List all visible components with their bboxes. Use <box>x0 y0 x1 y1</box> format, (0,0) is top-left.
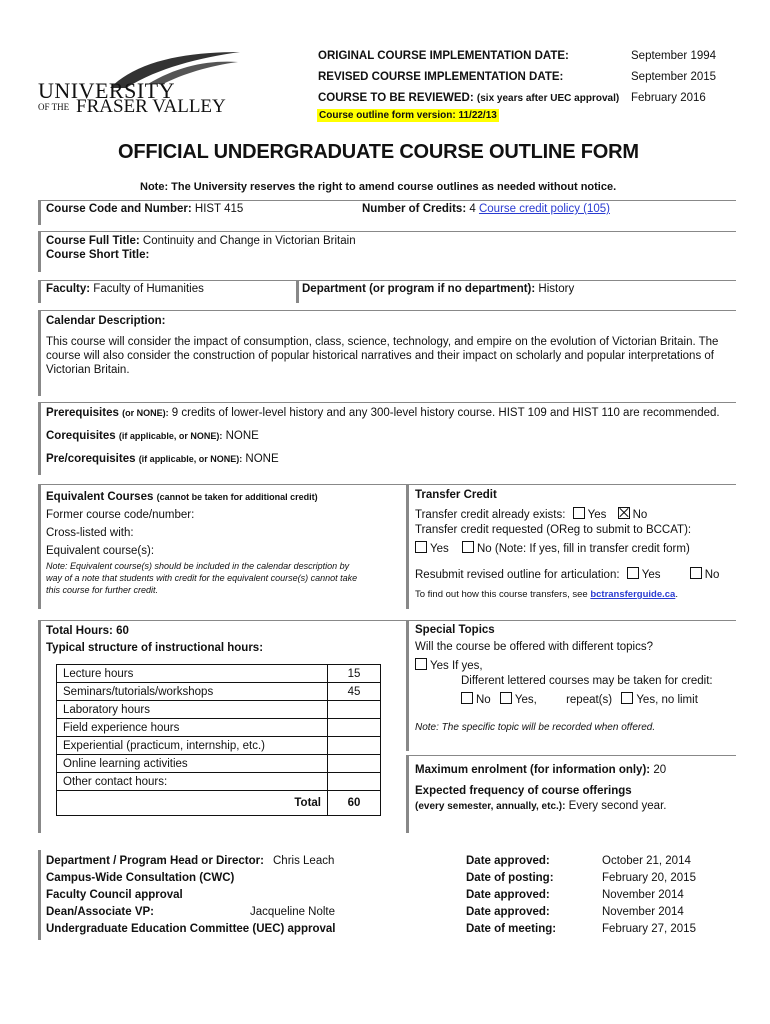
date-value: February 27, 2015 <box>602 923 696 935</box>
logo-university: UNIVERSITY <box>38 78 175 103</box>
credits-label: Number of Credits: <box>362 203 467 215</box>
precoreq-label: Pre/corequisites <box>46 453 136 465</box>
transfer-requested: Transfer credit requested (OReg to submit to BCCAT): <box>415 524 692 536</box>
coreq-note: (if applicable, or NONE): <box>118 431 223 441</box>
prereq-note: (or NONE): <box>122 408 169 418</box>
hours-row-name: Laboratory hours <box>57 701 328 719</box>
hours-row-name: Field experience hours <box>57 719 328 737</box>
max-enrolment <box>415 764 666 776</box>
table-row <box>57 683 381 701</box>
coreq-value: NONE <box>225 430 259 442</box>
equivalent-note: (cannot be taken for additional credit) <box>156 492 318 502</box>
precorequisites <box>46 453 279 465</box>
special-yes <box>415 658 483 672</box>
total-hours-value: 60 <box>116 625 129 637</box>
approval-label: Department / Program Head or Director: <box>46 855 264 867</box>
resubmit-yes: Yes <box>641 569 661 581</box>
date-value: November 2014 <box>602 889 684 901</box>
table-row <box>57 755 381 773</box>
hours-table <box>56 664 381 816</box>
transfer-requested-no: No (Note: If yes, fill in transfer credit form) <box>476 543 690 555</box>
hours-row-value[interactable]: 15 <box>328 665 381 683</box>
transfer-guide: To find out how this course transfers, see bctransferguide.ca. <box>415 589 678 600</box>
special-yes-checkbox[interactable] <box>415 658 427 670</box>
date-value: February 20, 2015 <box>602 872 696 884</box>
resubmit-yes-checkbox[interactable] <box>627 567 639 579</box>
short-title-label: Course Short Title: <box>46 249 150 261</box>
approval-label: Campus-Wide Consultation (CWC) <box>46 872 235 884</box>
header-original-value: September 1994 <box>631 50 717 62</box>
department <box>302 283 574 295</box>
resubmit <box>415 567 719 581</box>
special-note: Note: The specific topic will be recorded when offered. <box>415 722 656 733</box>
table-row <box>57 737 381 755</box>
hours-row-value[interactable] <box>328 755 381 773</box>
structure-label: Typical structure of instructional hours: <box>46 642 264 654</box>
hours-row-value[interactable] <box>328 701 381 719</box>
approval-name: Chris Leach <box>273 855 335 867</box>
frequency <box>415 800 666 812</box>
equivalent-note-3: this course for further credit. <box>46 585 159 595</box>
hours-row-value[interactable] <box>328 737 381 755</box>
hours-row-name: Lecture hours <box>57 665 328 683</box>
frequency-value: Every second year. <box>568 800 667 812</box>
table-row <box>57 773 381 791</box>
special-question: Will the course be offered with different topics? <box>415 641 654 653</box>
faculty <box>46 283 204 295</box>
date-label: Date of posting: <box>466 872 554 884</box>
max-enrolment-value: 20 <box>653 764 667 776</box>
calendar-line-2: course will also consider the construction of popular historical narratives and their impact on scholarly and popular interpretations of <box>46 350 714 362</box>
special-yes-repeat: Yes, <box>514 694 537 706</box>
hours-row-value[interactable]: 45 <box>328 683 381 701</box>
prerequisites <box>46 407 720 419</box>
special-yes-label: Yes If yes, <box>430 660 483 672</box>
frequency-label: Expected frequency of course offerings <box>415 785 632 797</box>
faculty-value: Faculty of Humanities <box>93 283 204 295</box>
table-row <box>57 665 381 683</box>
prereq-value: 9 credits of lower-level history and any 300-level history course. HIST 109 and HIST 110 are recommended. <box>171 407 720 419</box>
transfer-requested-yes-checkbox[interactable] <box>415 541 427 553</box>
date-label: Date approved: <box>466 906 550 918</box>
equivalent-note-1: Note: Equivalent course(s) should be included in the calendar description by <box>46 561 350 571</box>
table-row <box>57 701 381 719</box>
university-logo <box>38 50 243 120</box>
special-no: No <box>476 694 491 706</box>
transfer-exists-yes-checkbox[interactable] <box>573 507 585 519</box>
hours-row-name: Experiential (practicum, internship, etc.) <box>57 737 328 755</box>
full-title-value: Continuity and Change in Victorian Britain <box>142 235 356 247</box>
header-revised-value: September 2015 <box>631 71 717 83</box>
header-review-note: (six years after UEC approval) <box>476 93 620 104</box>
transfer-requested-no-checkbox[interactable] <box>462 541 474 553</box>
calendar-label: Calendar Description: <box>46 315 166 327</box>
coreq-label: Corequisites <box>46 430 116 442</box>
course-code <box>46 203 243 215</box>
bctransferguide-link[interactable]: bctransferguide.ca <box>590 589 676 600</box>
prereq-label: Prerequisites <box>46 407 119 419</box>
special-options <box>461 692 698 706</box>
transfer-guide-text: To find out how this course transfers, see <box>415 589 588 600</box>
special-no-checkbox[interactable] <box>461 692 473 704</box>
header-revised-label: REVISED COURSE IMPLEMENTATION DATE: <box>318 71 564 83</box>
logo-of-the: OF THE <box>38 102 70 112</box>
course-code-value: HIST 415 <box>194 203 244 215</box>
form-version-badge: Course outline form version: 11/22/13 <box>319 110 497 121</box>
hours-row-value[interactable] <box>328 719 381 737</box>
resubmit-no: No <box>704 569 720 581</box>
date-label: Date of meeting: <box>466 923 557 935</box>
transfer-exists-yes: Yes <box>587 509 607 521</box>
header-review <box>318 92 619 104</box>
approval-label: Undergraduate Education Committee (UEC) approval <box>46 923 336 935</box>
date-value: November 2014 <box>602 906 684 918</box>
transfer-exists-no: No <box>632 509 648 521</box>
transfer-exists-no-checkbox[interactable] <box>618 507 630 519</box>
precoreq-value: NONE <box>245 453 279 465</box>
total-hours-label: Total Hours: <box>46 625 113 637</box>
hours-row-value[interactable] <box>328 773 381 791</box>
precoreq-note: (if applicable, or NONE): <box>138 454 243 464</box>
corequisites <box>46 430 259 442</box>
special-different: Different lettered courses may be taken for credit: <box>461 675 713 687</box>
header-review-label: COURSE TO BE REVIEWED: <box>318 92 474 104</box>
special-yes-repeat-checkbox[interactable] <box>500 692 512 704</box>
transfer-requested-options <box>415 541 690 555</box>
special-nolimit: Yes, no limit <box>636 694 698 706</box>
course-code-label: Course Code and Number: <box>46 203 192 215</box>
date-label: Date approved: <box>466 855 550 867</box>
credits-value: 4 <box>469 203 476 215</box>
page-title: OFFICIAL UNDERGRADUATE COURSE OUTLINE FORM <box>118 141 639 163</box>
equivalent-label: Equivalent Courses <box>46 491 154 503</box>
transfer-exists <box>415 507 647 521</box>
resubmit-no-checkbox[interactable] <box>690 567 702 579</box>
header-original-label: ORIGINAL COURSE IMPLEMENTATION DATE: <box>318 50 569 62</box>
transfer-requested-yes: Yes <box>430 543 449 555</box>
amend-note: Note: The University reserves the right to amend course outlines as needed without notice. <box>140 181 617 193</box>
header-review-value: February 2016 <box>631 92 706 104</box>
course-full-title <box>46 235 356 247</box>
hours-row-name: Seminars/tutorials/workshops <box>57 683 328 701</box>
hours-total-value: 60 <box>328 791 381 816</box>
full-title-label: Course Full Title: <box>46 235 140 247</box>
date-value: October 21, 2014 <box>602 855 691 867</box>
equivalent-courses: Equivalent course(s): <box>46 545 155 557</box>
max-enrolment-label: Maximum enrolment (for information only): <box>415 764 651 776</box>
date-label: Date approved: <box>466 889 550 901</box>
former-course: Former course code/number: <box>46 509 195 521</box>
special-topics-label: Special Topics <box>415 624 495 636</box>
department-label: Department (or program if no department): <box>302 283 536 295</box>
credits <box>362 203 610 215</box>
calendar-line-1: This course will consider the impact of consumption, class, science, technology, and empire on the evolution of Victorian Britain. The <box>46 336 719 348</box>
total-hours <box>46 625 129 637</box>
faculty-label: Faculty: <box>46 283 91 295</box>
special-repeat: repeat(s) <box>566 694 613 706</box>
hours-total-label: Total <box>57 791 328 816</box>
hours-row-name: Online learning activities <box>57 755 328 773</box>
transfer-exists-label: Transfer credit already exists: <box>415 509 566 521</box>
special-nolimit-checkbox[interactable] <box>621 692 633 704</box>
transfer-label: Transfer Credit <box>415 489 497 501</box>
approval-label: Faculty Council approval <box>46 889 183 901</box>
credit-policy-link[interactable]: Course credit policy (105) <box>478 203 610 215</box>
department-value: History <box>538 283 575 295</box>
resubmit-label: Resubmit revised outline for articulation: <box>415 569 620 581</box>
logo-fraser-valley: FRASER VALLEY <box>76 96 226 117</box>
table-row <box>57 719 381 737</box>
hours-row-name: Other contact hours: <box>57 773 328 791</box>
calendar-line-3: Victorian Britain. <box>46 364 130 376</box>
equivalent-heading <box>46 491 318 503</box>
approval-label: Dean/Associate VP: <box>46 906 155 918</box>
equivalent-note-2: way of a note that students with credit for the equivalent course(s) cannot take <box>46 573 358 583</box>
frequency-note: (every semester, annually, etc.): <box>415 801 566 812</box>
table-row <box>57 791 381 816</box>
cross-listed: Cross-listed with: <box>46 527 134 539</box>
approval-name: Jacqueline Nolte <box>250 906 336 918</box>
